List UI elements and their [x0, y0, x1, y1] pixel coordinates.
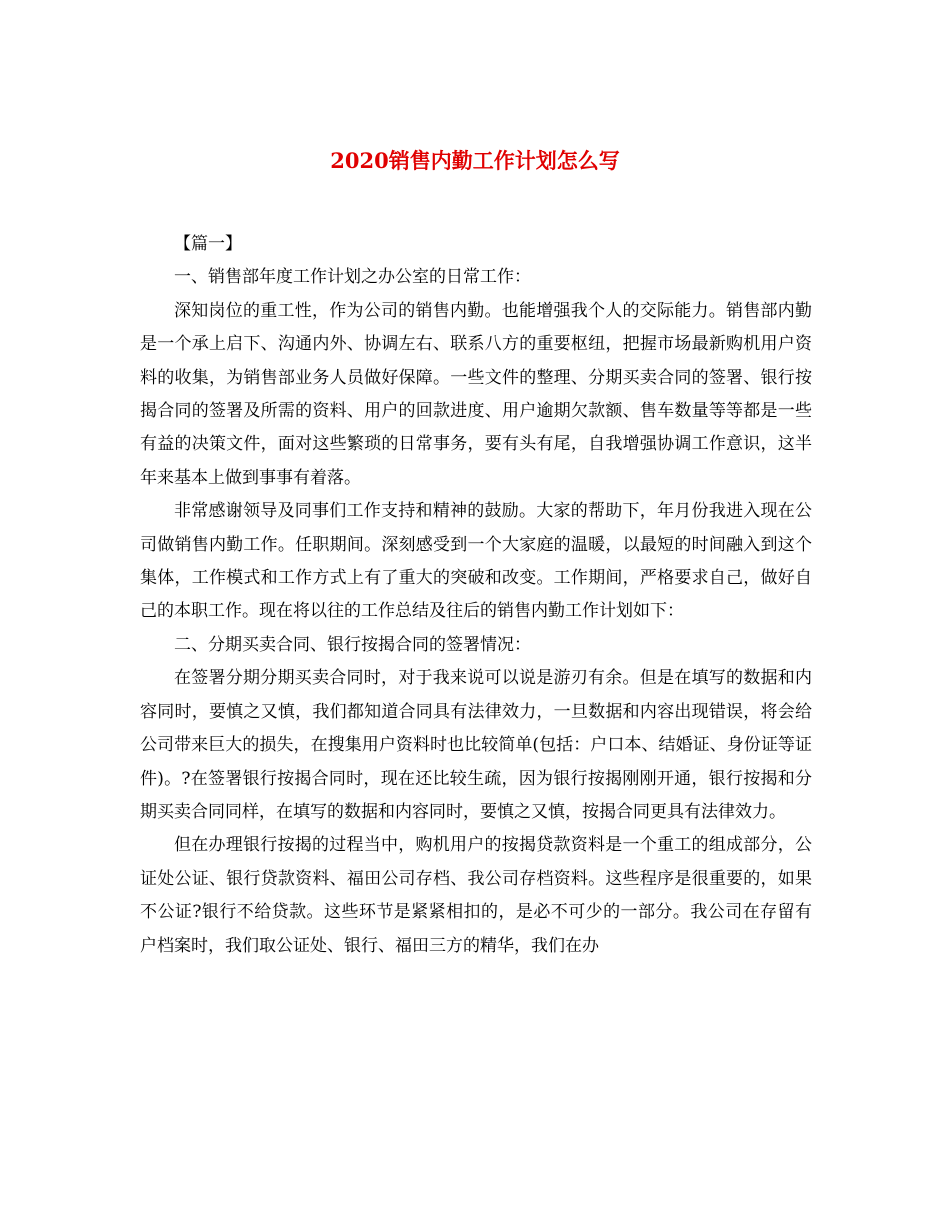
subsection-heading-daily-work: 一、销售部年度工作计划之办公室的日常工作：	[174, 267, 531, 288]
paragraph: 深知岗位的重工性，作为公司的销售内勤。也能增强我个人的交际能力。销售部内勤是一个承上启下、沟通内外、协调左右、联系八方的重要枢纽，把握市场最新购机用户资料的收集，为销售部业务人员做好保障。一些文件的整理、分期买卖合同的签署、银行按揭合同的签署及所需的资料、用户的回款进度、用户逾期欠款额、售车数量等等都是一些有益的决策文件，面对这些繁琐的日常事务，要有头有尾，自我增强协调工作意识，这半年来基本上做到事事有着落。	[140, 300, 812, 488]
paragraph: 在签署分期分期买卖合同时，对于我来说可以说是游刃有余。但是在填写的数据和内容同时，要慎之又慎，我们都知道合同具有法律效力，一旦数据和内容出现错误，将会给公司带来巨大的损失，在搜集用户资料时也比较简单(包括：户口本、结婚证、身份证等证件)。?在签署银行按揭合同时，现在还比较生疏，因为银行按揭刚刚开通，银行按揭和分期买卖合同同样，在填写的数据和内容同时，要慎之又慎，按揭合同更具有法律效力。	[140, 668, 812, 822]
paragraph: 非常感谢领导及同事们工作支持和精神的鼓励。大家的帮助下，年月份我进入现在公司做销售内勤工作。任职期间。深刻感受到一个大家庭的温暖，以最短的时间融入到这个集体，工作模式和工作方式上有了重大的突破和改变。工作期间，严格要求自己，做好自己的本职工作。现在将以往的工作总结及往后的销售内勤工作计划如下：	[140, 501, 812, 622]
document-body	[140, 228, 812, 963]
document-title: 2020销售内勤工作计划怎么写	[330, 148, 620, 173]
subsection-heading-contracts: 二、分期买卖合同、银行按揭合同的签署情况：	[174, 634, 531, 655]
paragraph: 但在办理银行按揭的过程当中，购机用户的按揭贷款资料是一个重工的组成部分，公证处公证、银行贷款资料、福田公司存档、我公司存档资料。这些程序是很重要的，如果不公证?银行不给贷款。这些环节是紧紧相扣的，是必不可少的一部分。我公司在存留有户档案时，我们取公证处、银行、福田三方的精华，我们在办	[140, 835, 812, 956]
section-heading-part-one: 【篇一】	[174, 234, 242, 254]
